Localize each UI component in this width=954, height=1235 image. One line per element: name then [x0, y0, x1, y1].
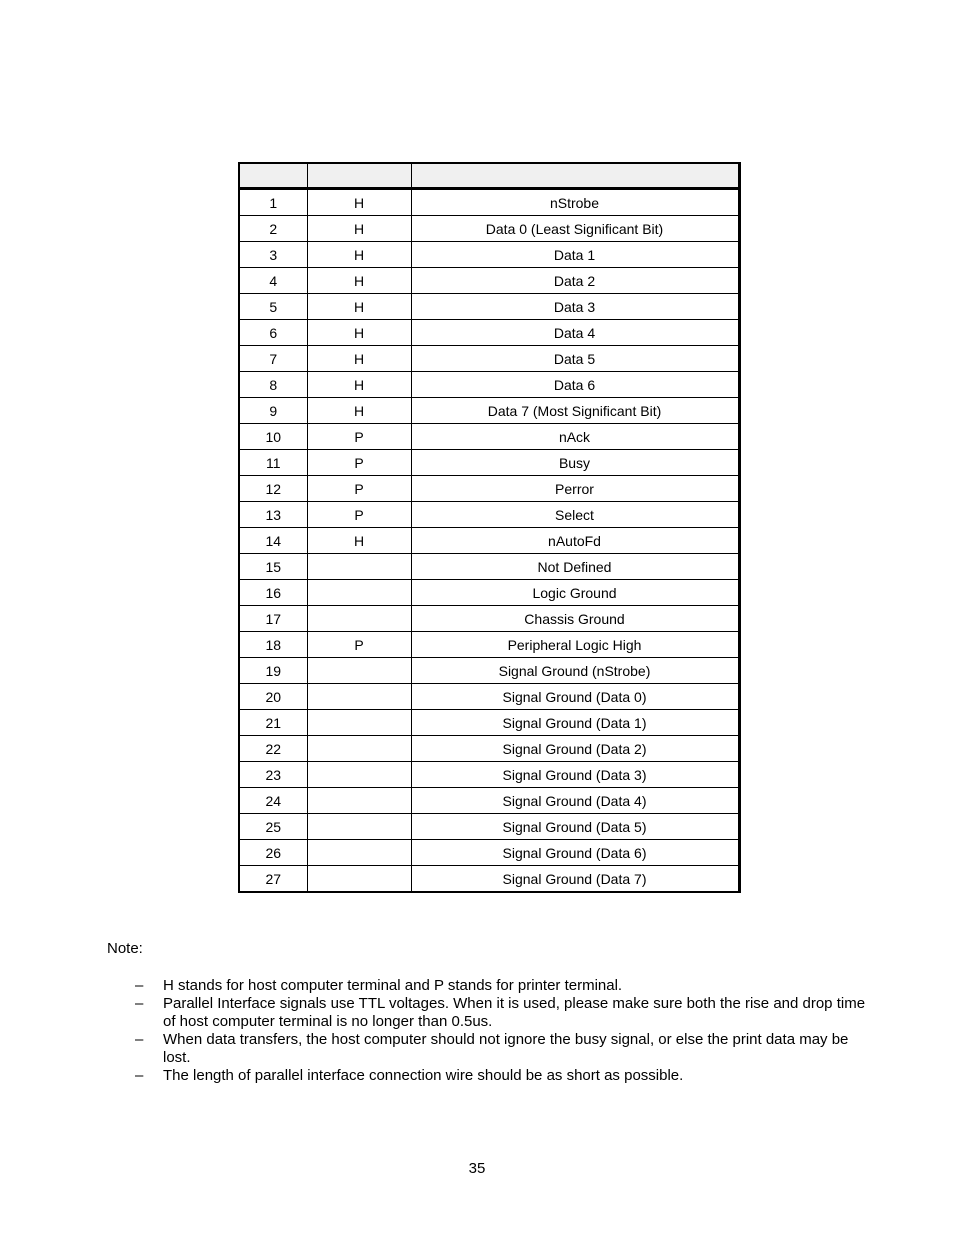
- direction-cell: [307, 606, 411, 632]
- signal-cell: Signal Ground (Data 2): [411, 736, 739, 762]
- table-row: [239, 788, 739, 814]
- direction-cell: H: [307, 320, 411, 346]
- direction-cell: [307, 580, 411, 606]
- direction-cell: [307, 658, 411, 684]
- pin-number-cell: 26: [239, 840, 307, 866]
- page-number: 35: [468, 1160, 486, 1177]
- signal-cell: Signal Ground (Data 5): [411, 814, 739, 840]
- note-list: [135, 977, 870, 1085]
- signal-cell: Logic Ground: [411, 580, 739, 606]
- signal-cell: Signal Ground (Data 6): [411, 840, 739, 866]
- dash-bullet: –: [135, 977, 144, 994]
- table-row: [239, 502, 739, 528]
- signal-cell: Data 0 (Least Significant Bit): [411, 216, 739, 242]
- note-item: [135, 1031, 870, 1067]
- signal-cell: Data 2: [411, 268, 739, 294]
- signal-cell: Peripheral Logic High: [411, 632, 739, 658]
- direction-cell: [307, 762, 411, 788]
- pin-number-cell: 15: [239, 554, 307, 580]
- table-row: [239, 684, 739, 710]
- direction-cell: H: [307, 189, 411, 216]
- signal-cell: Signal Ground (Data 4): [411, 788, 739, 814]
- pin-number-cell: 1: [239, 189, 307, 216]
- pin-number-cell: 21: [239, 710, 307, 736]
- direction-cell: H: [307, 346, 411, 372]
- signal-cell: Data 6: [411, 372, 739, 398]
- table-row: [239, 606, 739, 632]
- pin-number-cell: 4: [239, 268, 307, 294]
- direction-cell: [307, 710, 411, 736]
- table-row: [239, 554, 739, 580]
- direction-cell: [307, 554, 411, 580]
- pin-number-cell: 10: [239, 424, 307, 450]
- note-item: [135, 977, 870, 995]
- table-row: [239, 268, 739, 294]
- signal-cell: nStrobe: [411, 189, 739, 216]
- pin-number-cell: 24: [239, 788, 307, 814]
- dash-bullet: –: [135, 1067, 144, 1084]
- signal-cell: Chassis Ground: [411, 606, 739, 632]
- note-text: When data transfers, the host computer should not ignore the busy signal, or else the print data may be lost.: [163, 1031, 849, 1066]
- signal-cell: Signal Ground (Data 3): [411, 762, 739, 788]
- pin-number-cell: 5: [239, 294, 307, 320]
- direction-cell: [307, 866, 411, 893]
- table-row: [239, 762, 739, 788]
- direction-cell: H: [307, 528, 411, 554]
- header-cell: [411, 163, 739, 189]
- direction-cell: H: [307, 398, 411, 424]
- table-row: [239, 632, 739, 658]
- pin-number-cell: 3: [239, 242, 307, 268]
- table-row: [239, 866, 739, 893]
- direction-cell: P: [307, 502, 411, 528]
- table-row: [239, 710, 739, 736]
- table-row: [239, 189, 739, 216]
- direction-cell: P: [307, 476, 411, 502]
- pin-number-cell: 16: [239, 580, 307, 606]
- header-cell: [239, 163, 307, 189]
- direction-cell: P: [307, 424, 411, 450]
- signal-cell: Data 3: [411, 294, 739, 320]
- pin-assignment-table: [238, 162, 741, 893]
- table-row: [239, 320, 739, 346]
- direction-cell: P: [307, 450, 411, 476]
- pin-number-cell: 14: [239, 528, 307, 554]
- table-row: [239, 528, 739, 554]
- note-item: [135, 1067, 870, 1085]
- direction-cell: [307, 814, 411, 840]
- direction-cell: P: [307, 632, 411, 658]
- note-text: The length of parallel interface connection wire should be as short as possible.: [163, 1067, 684, 1084]
- signal-cell: Data 5: [411, 346, 739, 372]
- pin-number-cell: 2: [239, 216, 307, 242]
- pin-number-cell: 25: [239, 814, 307, 840]
- pin-number-cell: 20: [239, 684, 307, 710]
- direction-cell: [307, 736, 411, 762]
- signal-cell: Perror: [411, 476, 739, 502]
- pin-number-cell: 6: [239, 320, 307, 346]
- signal-cell: Data 4: [411, 320, 739, 346]
- table-header-row: [239, 163, 739, 189]
- table-row: [239, 424, 739, 450]
- signal-cell: Data 7 (Most Significant Bit): [411, 398, 739, 424]
- signal-cell: Signal Ground (Data 7): [411, 866, 739, 893]
- direction-cell: H: [307, 242, 411, 268]
- pin-number-cell: 7: [239, 346, 307, 372]
- table-row: [239, 398, 739, 424]
- table-row: [239, 216, 739, 242]
- table-row: [239, 450, 739, 476]
- direction-cell: H: [307, 216, 411, 242]
- pin-number-cell: 18: [239, 632, 307, 658]
- table-row: [239, 658, 739, 684]
- note-item: [135, 995, 870, 1031]
- table-row: [239, 580, 739, 606]
- pin-number-cell: 8: [239, 372, 307, 398]
- pin-number-cell: 17: [239, 606, 307, 632]
- signal-cell: Select: [411, 502, 739, 528]
- table-row: [239, 346, 739, 372]
- dash-bullet: –: [135, 995, 144, 1012]
- direction-cell: [307, 840, 411, 866]
- direction-cell: H: [307, 372, 411, 398]
- pin-number-cell: 19: [239, 658, 307, 684]
- table-row: [239, 840, 739, 866]
- note-text: Parallel Interface signals use TTL voltages. When it is used, please make sure both the rise and drop time of host computer terminal is no longer than 0.5us.: [163, 995, 866, 1030]
- pin-number-cell: 22: [239, 736, 307, 762]
- pin-number-cell: 11: [239, 450, 307, 476]
- note-label: Note:: [107, 940, 143, 957]
- table-row: [239, 294, 739, 320]
- signal-cell: Signal Ground (Data 0): [411, 684, 739, 710]
- pin-number-cell: 9: [239, 398, 307, 424]
- pin-number-cell: 27: [239, 866, 307, 893]
- dash-bullet: –: [135, 1031, 144, 1048]
- signal-cell: Busy: [411, 450, 739, 476]
- direction-cell: [307, 788, 411, 814]
- table-row: [239, 736, 739, 762]
- note-text: H stands for host computer terminal and P stands for printer terminal.: [163, 977, 623, 994]
- table-row: [239, 372, 739, 398]
- table-row: [239, 814, 739, 840]
- direction-cell: [307, 684, 411, 710]
- signal-cell: Signal Ground (nStrobe): [411, 658, 739, 684]
- signal-cell: Data 1: [411, 242, 739, 268]
- signal-cell: nAutoFd: [411, 528, 739, 554]
- pin-number-cell: 13: [239, 502, 307, 528]
- header-cell: [307, 163, 411, 189]
- table-row: [239, 476, 739, 502]
- signal-cell: Not Defined: [411, 554, 739, 580]
- signal-cell: nAck: [411, 424, 739, 450]
- signal-cell: Signal Ground (Data 1): [411, 710, 739, 736]
- table-row: [239, 242, 739, 268]
- pin-number-cell: 12: [239, 476, 307, 502]
- direction-cell: H: [307, 294, 411, 320]
- direction-cell: H: [307, 268, 411, 294]
- pin-number-cell: 23: [239, 762, 307, 788]
